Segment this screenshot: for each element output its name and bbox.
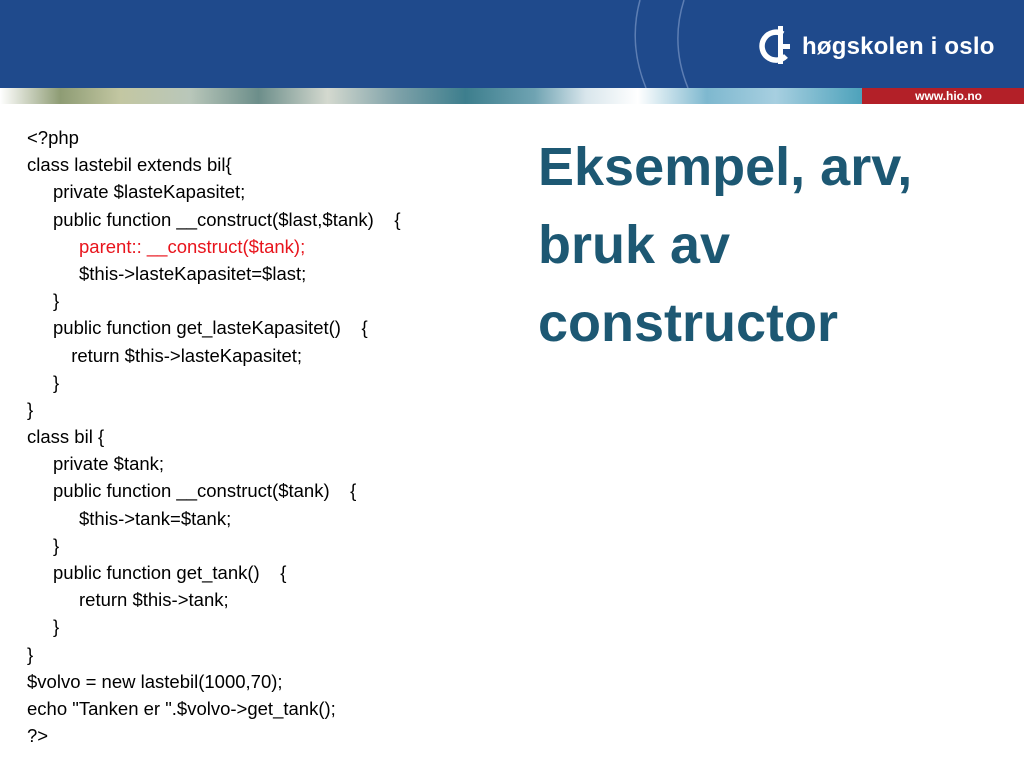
code-line: class bil { — [27, 426, 105, 448]
code-line: } — [27, 398, 34, 420]
code-line: class lastebil extends bil{ — [27, 154, 232, 176]
code-line: public function get_lasteKapasitet() { — [53, 317, 368, 339]
slide-title — [538, 128, 998, 362]
code-line: private $lasteKapasitet; — [53, 181, 246, 203]
logo-text: høgskolen i oslo — [802, 33, 995, 60]
code-line: public function get_tank() { — [53, 562, 287, 583]
url-bar[interactable] — [862, 88, 1024, 104]
code-line: public function __construct($tank) { — [53, 480, 357, 502]
logo[interactable] — [756, 22, 995, 72]
header-band — [0, 0, 1024, 88]
code-line: $this->tank=$tank; — [79, 507, 232, 529]
code-line: return $this->tank; — [79, 589, 229, 611]
title-line: Eksempel, arv, — [538, 137, 913, 197]
gradient-stripe — [0, 88, 862, 104]
hio-logo-mark-icon — [756, 22, 796, 72]
code-line: } — [53, 616, 60, 638]
code-line-highlighted: parent:: __construct($tank); — [79, 235, 306, 257]
code-line: $this->lasteKapasitet=$last; — [79, 262, 307, 284]
code-line: } — [53, 534, 60, 556]
title-line: bruk av — [538, 215, 731, 275]
code-line: return $this->lasteKapasitet; — [71, 344, 303, 366]
code-line: } — [27, 643, 34, 665]
url-text: www.hio.no — [915, 89, 982, 103]
code-line: } — [53, 371, 60, 393]
title-line: constructor — [538, 293, 839, 353]
code-line: private $tank; — [53, 453, 165, 475]
code-listing — [27, 124, 401, 749]
code-line: public function __construct($last,$tank) { — [53, 208, 401, 230]
code-line: } — [53, 290, 60, 312]
code-line: ?> — [27, 725, 49, 747]
code-line: <?php — [27, 127, 79, 148]
code-line: echo "Tanken er ".$volvo->get_tank(); — [27, 697, 336, 719]
code-line: $volvo = new lastebil(1000,70); — [27, 670, 283, 692]
